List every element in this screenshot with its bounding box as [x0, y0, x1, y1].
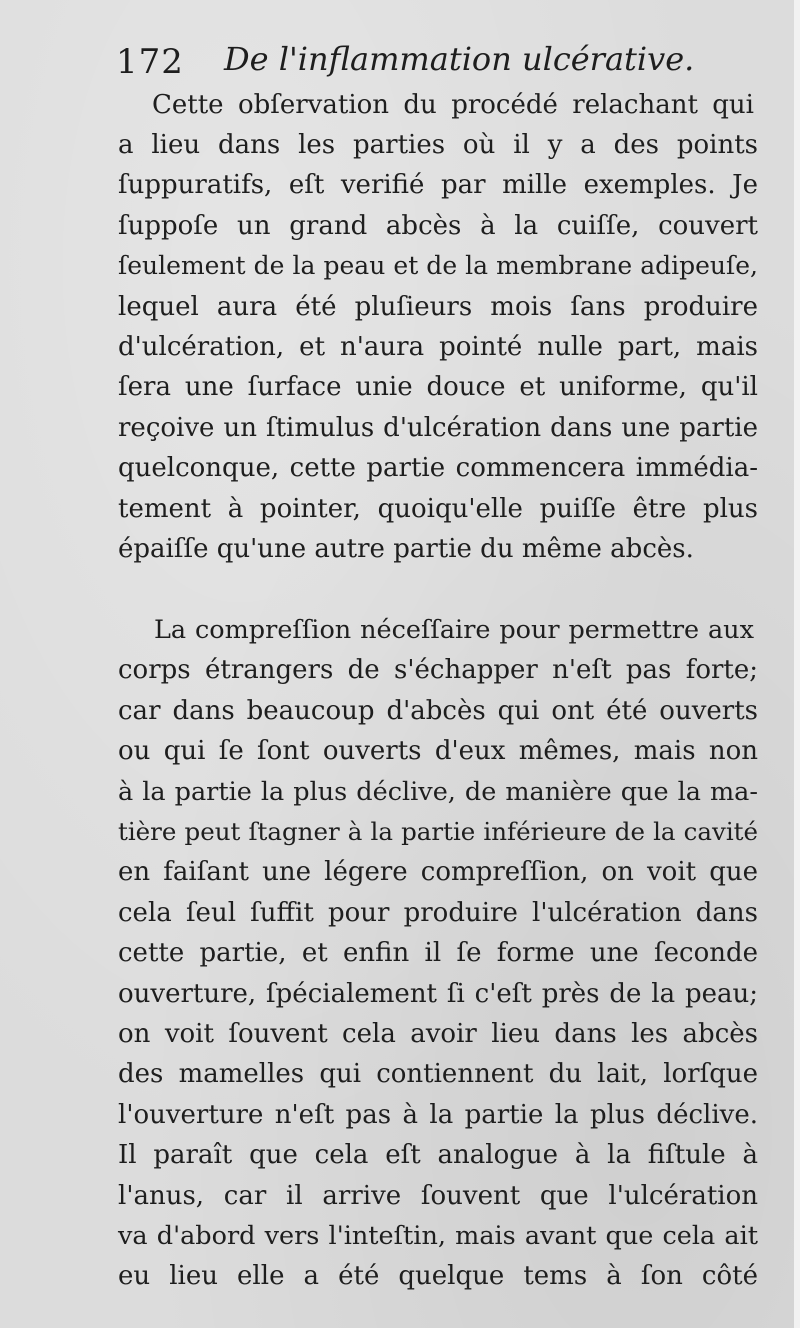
text-line: ſuppoſe un grand abcès à la cuiſſe, couvert [118, 211, 758, 241]
text-line: ſeulement de la peau et de la membrane adipeuſe, [118, 251, 758, 280]
text-line: a lieu dans les parties où il y a des points [118, 130, 758, 160]
text-line: eu lieu elle a été quelque tems à ſon côté [118, 1261, 758, 1291]
text-line: reçoive un ſtimulus d'ulcération dans une partie [118, 413, 758, 443]
text-line: Cette obſervation du procédé relachant qui [152, 90, 754, 120]
text-line: ou qui ſe ſont ouverts d'eux mêmes, mais non [118, 736, 758, 766]
text-line: quelconque, cette partie commencera immédia- [118, 453, 758, 483]
text-line: on voit ſouvent cela avoir lieu dans les abcès [118, 1019, 758, 1049]
text-line: d'ulcération, et n'aura pointé nulle part, mais [118, 332, 758, 362]
text-line: tement à pointer, quoiqu'elle puiſſe être plus [118, 494, 758, 524]
text-line: lequel aura été pluſieurs mois ſans produire [118, 292, 758, 322]
page-edge [794, 0, 800, 1328]
text-line: car dans beaucoup d'abcès qui ont été ouverts [118, 696, 758, 726]
text-line: ſuppuratifs, eſt verifié par mille exemples. Je [118, 170, 758, 200]
text-line: ouverture, ſpécialement ſi c'eſt près de la peau; [118, 979, 758, 1009]
text-line: l'anus, car il arrive ſouvent que l'ulcération [118, 1181, 758, 1211]
running-title: De l'inflammation ulcérative. [224, 40, 695, 78]
text-line: corps étrangers de s'échapper n'eſt pas forte; [118, 655, 758, 685]
text-line: ſera une ſurface unie douce et uniforme, qu'il [118, 372, 758, 402]
text-line: La compreſſion néceſſaire pour permettre aux [154, 615, 754, 645]
text-line: en faiſant une légere compreſſion, on voit que [118, 857, 758, 887]
text-line: l'ouverture n'eſt pas à la partie la plus déclive. [118, 1100, 758, 1130]
text-line: va d'abord vers l'inteſtin, mais avant que cela ait [118, 1221, 758, 1251]
text-line: cette partie, et enfin il ſe forme une ſeconde [118, 938, 758, 968]
text-line: épaiſſe qu'une autre partie du même abcès. [118, 534, 694, 564]
text-line: Il paraît que cela eſt analogue à la fiſtule à [118, 1140, 758, 1170]
text-line: à la partie la plus déclive, de manière que la ma- [118, 777, 758, 807]
text-line: tière peut ſtagner à la partie inférieure de la cavité [118, 817, 758, 846]
text-line: cela ſeul ſuffit pour produire l'ulcération dans [118, 898, 758, 928]
page-number: 172 [116, 42, 184, 82]
text-line: des mamelles qui contiennent du lait, lorſque [118, 1059, 758, 1089]
page-header [116, 38, 695, 88]
